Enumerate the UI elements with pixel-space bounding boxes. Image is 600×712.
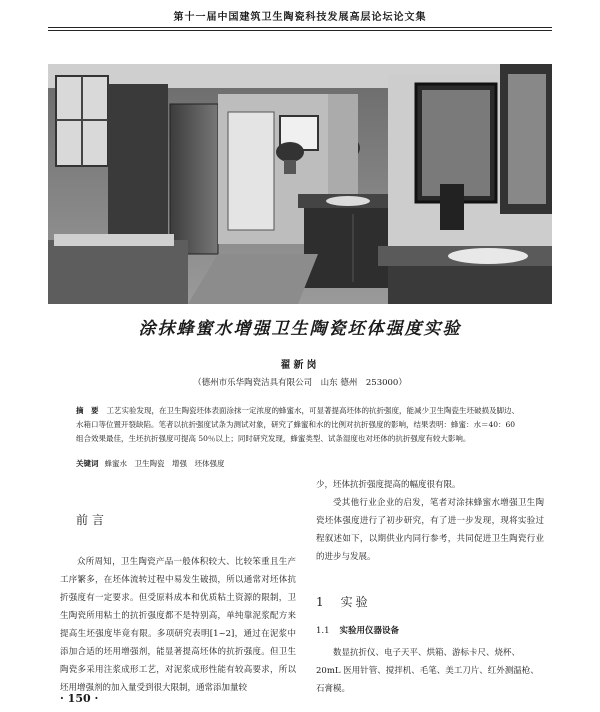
abstract-label: 摘 要 [76, 406, 99, 415]
subsection-heading-1-1 [316, 624, 399, 636]
author-affiliation: （德州市乐华陶瓷洁具有限公司 山东 德州 253000） [193, 378, 407, 388]
section-heading-1 [316, 593, 371, 610]
abstract [76, 404, 524, 446]
header-rule-bottom [48, 30, 552, 31]
keywords-text: 蜂蜜水 卫生陶瓷 增强 坯体强度 [104, 459, 225, 468]
paragraph: 少，坯体抗折强度提高的幅度很有限。 [316, 480, 461, 490]
paragraph: 众所周知，卫生陶瓷产品一般体积较大、比较笨重且生产工序繁多，在坯体流转过程中易发生破损，所以通常对坯体抗折强度有一定要求。但受原料成本和优质粘土资源的限制，卫生陶瓷所用粘土的抗折强度都不是特别高，单纯靠泥浆配方来提高生坯强度毕竟有限。多项研究表明[1~2]，通过在泥浆中添加合适的坯用增强剂，能显著提高坯体的抗折强度。但卫生陶瓷多采用注浆成形工艺，对泥浆成形性能有较高要求，所以坯用增强剂的加入量受到很大限制，通常添加量较 [60, 557, 296, 693]
header-rule-top [48, 27, 552, 28]
abstract-text: 工艺实验发现，在卫生陶瓷坯体表面涂抹一定浓度的蜂蜜水，可显著提高坯体的抗折强度，能减少卫生陶瓷生坯破损及脚边、水箱口等位置开裂缺陷。笔者以抗折强度试条为测试对象，研究了蜂蜜和水的比例对抗折强度的影响，结果表明：蜂蜜：水＝40：60 组合效果最佳，生坯抗折强度可提高 50％以上；同时研究发现，蜂蜜类型、试条湿度也对坯体的抗折强度有较大影响。 [76, 406, 519, 443]
keywords [76, 458, 524, 469]
section-title: 实验 [340, 595, 371, 609]
keywords-label: 关键词 [76, 459, 99, 468]
running-header: 第十一届中国建筑卫生陶瓷科技发展高层论坛论文集 [173, 12, 427, 23]
right-column [316, 476, 544, 566]
paragraph: 受其他行业企业的启发，笔者对涂抹蜂蜜水增强卫生陶瓷坯体强度进行了初步研究，有了进一步发现，现将实验过程叙述如下，以期供业内同行参考，共同促进卫生陶瓷行业的进步与发展。 [316, 498, 544, 562]
bathroom-interior-photo [48, 64, 552, 304]
author-name: 翟新岗 [280, 360, 320, 371]
page-number: · 150 · [60, 692, 99, 705]
paragraph-materials: 数显抗折仪、电子天平、烘箱、游标卡尺、烧杯、20mL 医用针管、搅拌机、毛笔、美工刀片、红外测温枪、石膏模。 [316, 648, 539, 694]
subsection-title: 实验用仪器设备 [339, 626, 400, 636]
article-title: 涂抹蜂蜜水增强卫生陶瓷坯体强度实验 [138, 319, 462, 339]
section-heading-preface: 前言 [76, 513, 109, 527]
subsection-number: 1.1 [316, 626, 330, 636]
section-number: 1 [316, 595, 327, 609]
left-column [60, 553, 296, 697]
